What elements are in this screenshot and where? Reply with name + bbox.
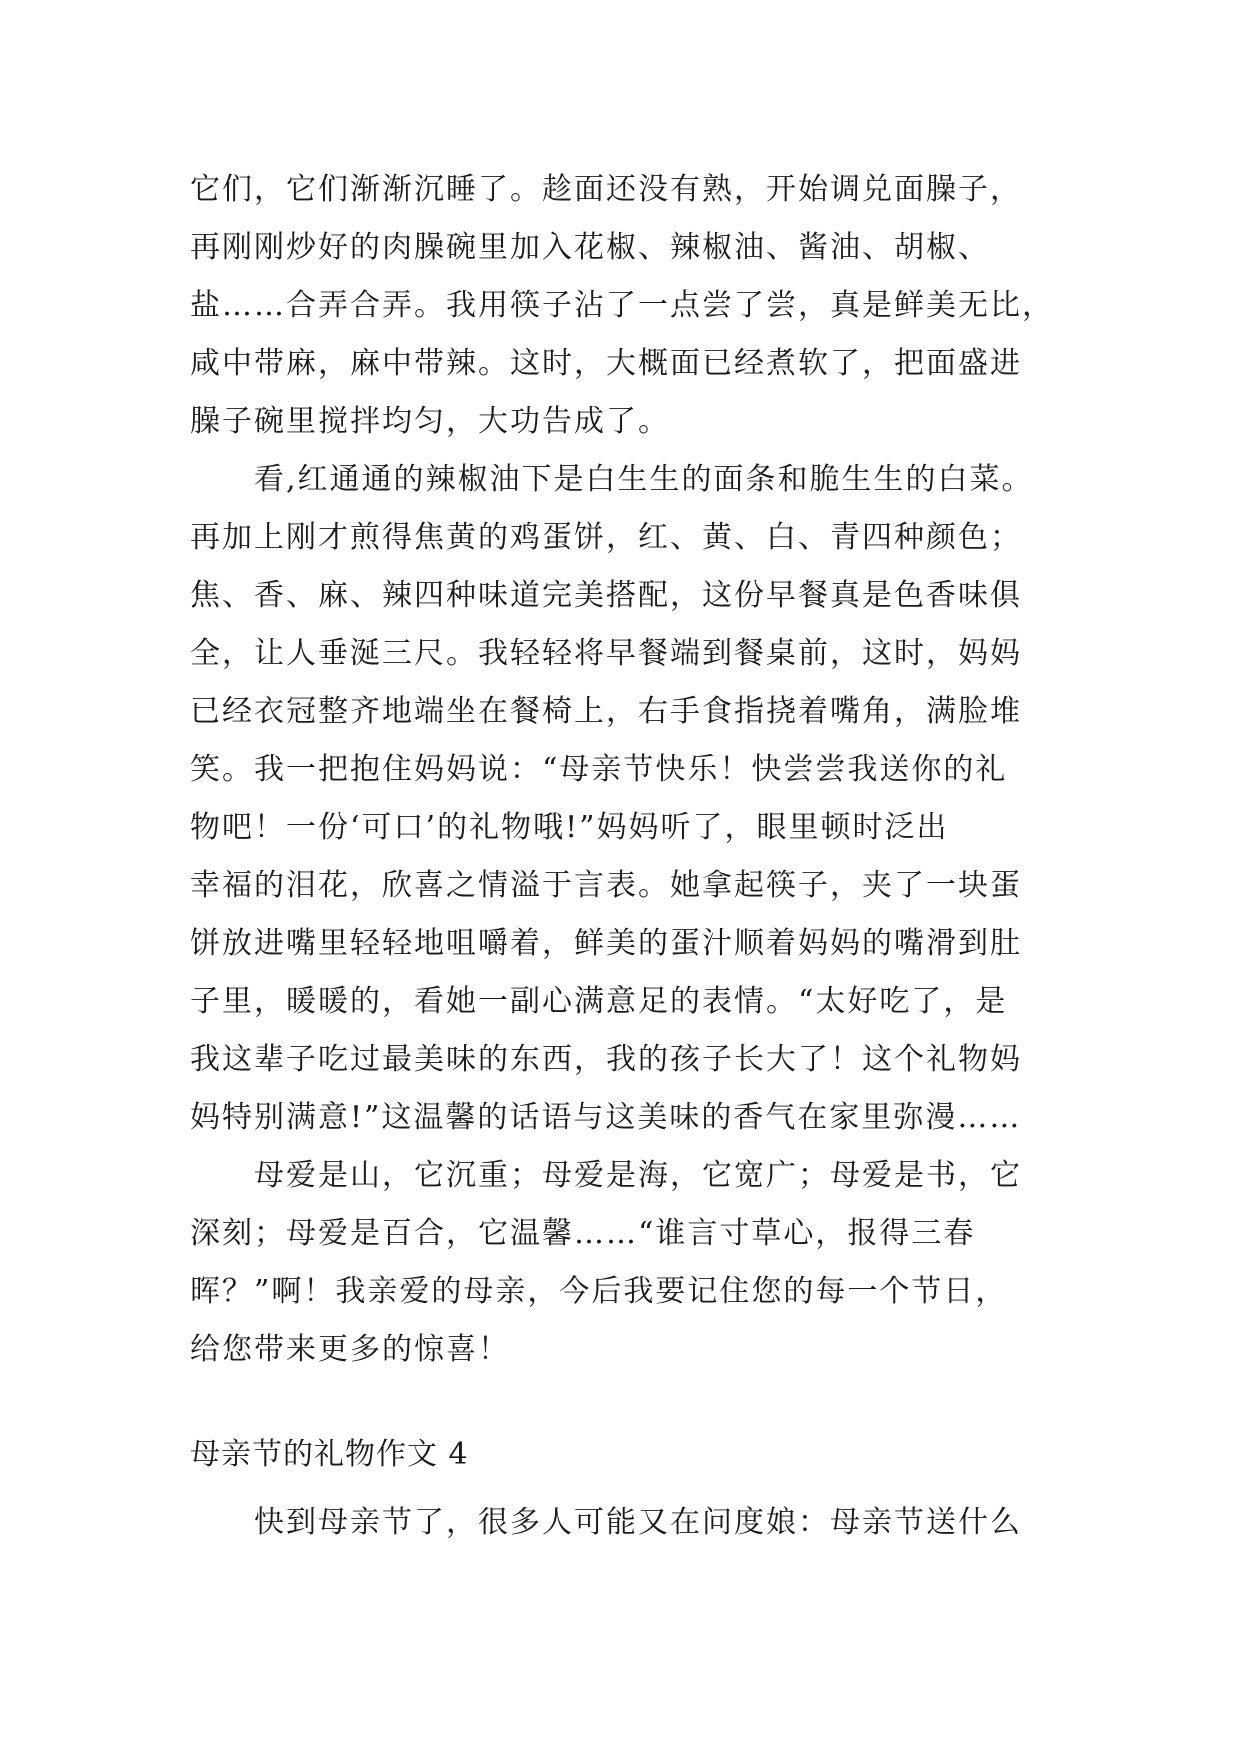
paragraph-4	[190, 1494, 1060, 1552]
paragraph-line: 物吧！一份‘可口’的礼物哦!”妈妈听了，眼里顿时泛出	[190, 810, 949, 845]
paragraph-line: 子里，暖暖的，看她一副心满意足的表情。“太好吃了，是	[190, 984, 1008, 1019]
paragraph-line: 饼放进嘴里轻轻地咀嚼着，鲜美的蛋汁顺着妈妈的嘴滑到肚	[190, 926, 1022, 961]
paragraph-line: 已经衣冠整齐地端坐在餐椅上，右手食指挠着嘴角，满脸堆	[190, 694, 1022, 729]
paragraph-line: 快到母亲节了，很多人可能又在问度娘：母亲节送什么	[254, 1505, 1022, 1540]
paragraph-line: 焦、香、麻、辣四种味道完美搭配，这份早餐真是色香味俱	[190, 578, 1022, 613]
paragraph-line: 晖？”啊！我亲爱的母亲，今后我要记住您的每一个节日，	[190, 1274, 1008, 1309]
paragraph-line: 再刚刚炒好的肉臊碗里加入花椒、辣椒油、酱油、胡椒、	[190, 230, 990, 265]
paragraph-line: 再加上刚才煎得焦黄的鸡蛋饼，红、黄、白、青四种颜色；	[190, 520, 1022, 555]
paragraph-line: 看,红通通的辣椒油下是白生生的面条和脆生生的白菜。	[254, 462, 1034, 497]
paragraph-line: 它们，它们渐渐沉睡了。趁面还没有熟，开始调兑面臊子，	[190, 172, 1022, 207]
paragraph-line: 给您带来更多的惊喜！	[190, 1332, 510, 1367]
paragraph-line: 深刻；母爱是百合，它温馨……“谁言寸草心，报得三春	[190, 1216, 976, 1251]
paragraph-line: 咸中带麻，麻中带辣。这时，大概面已经煮软了，把面盛进	[190, 346, 1022, 381]
paragraph-line: 盐……合弄合弄。我用筷子沾了一点尝了尝，真是鲜美无比，	[190, 288, 1054, 323]
paragraph-3	[190, 1147, 1060, 1379]
paragraph-2	[190, 451, 1060, 1147]
paragraph-line: 幸福的泪花，欣喜之情溢于言表。她拿起筷子，夹了一块蛋	[190, 868, 1022, 903]
section-heading: 母亲节的礼物作文 4	[190, 1437, 469, 1472]
paragraph-line: 我这辈子吃过最美味的东西，我的孩子长大了！这个礼物妈	[190, 1042, 1022, 1077]
paragraph-line: 妈特别满意!”这温馨的话语与这美味的香气在家里弥漫……	[190, 1100, 1022, 1135]
paragraph-1	[190, 161, 1060, 451]
paragraph-line: 全，让人垂涎三尺。我轻轻将早餐端到餐桌前，这时，妈妈	[190, 636, 1022, 671]
paragraph-line: 母爱是山，它沉重；母爱是海，它宽广；母爱是书，它	[254, 1158, 1022, 1193]
paragraph-line: 臊子碗里搅拌均匀，大功告成了。	[190, 404, 670, 439]
paragraph-line: 笑。我一把抱住妈妈说：“母亲节快乐！快尝尝我送你的礼	[190, 752, 1008, 787]
